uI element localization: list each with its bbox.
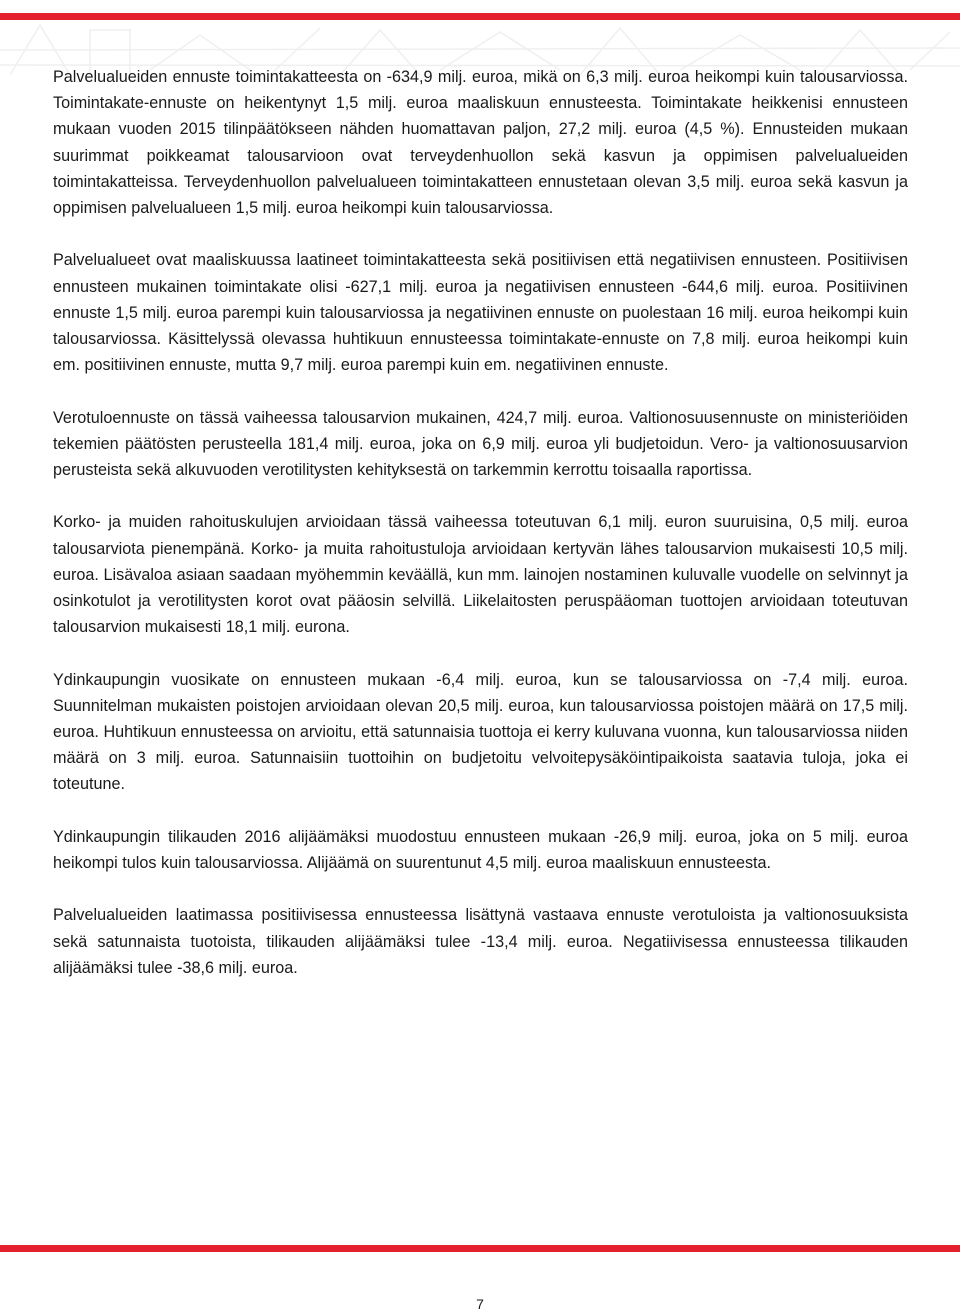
bottom-red-bar <box>0 1245 960 1252</box>
paragraph-rahoitus: Korko- ja muiden rahoituskulujen arvioidaan tässä vaiheessa toteutuvan 6,1 milj. euron suuruisina, 0,5 milj. euroa talousarviota pienempänä. Korko- ja muita rahoitustuloja arvioidaan kertyvän lähes talousarvion mukaisesti 10,5 milj. euroa. Lisävaloa asiaan saadaan myöhemmin keväällä, kun mm. lainojen nostaminen kuluvalle vuodelle on selvinnyt ja osinkotulot ja verotilitysten korot ovat pääosin selvillä. Liikelaitosten peruspääoman tuottojen arvioidaan toteutuvan talousarvion mukaisesti 18,1 milj. eurona. <box>53 513 908 637</box>
document-body <box>53 64 908 981</box>
paragraph-toimintakate: Palvelualueiden ennuste toimintakatteesta on -634,9 milj. euroa, mikä on 6,3 milj. euroa heikompi kuin talousarviossa. Toimintakate-ennuste on heikentynyt 1,5 milj. euroa maaliskuun ennusteesta. Toimintakate heikkenisi ennusteen mukaan vuoden 2015 tilinpäätökseen nähden huomattavan paljon, 27,2 milj. euroa (4,5 %). Ennusteiden mukaan suurimmat poikkeamat talousarvioon ovat terveydenhuollon sekä kasvun ja oppimisen palvelualueiden toimintakatteissa. Terveydenhuollon palvelualueen toimintakatteen ennustetaan olevan 3,5 milj. euroa sekä kasvun ja oppimisen palvelualueen 1,5 milj. euroa heikompi kuin talousarviossa. <box>53 68 908 218</box>
paragraph-vuosikate: Ydinkaupungin vuosikate on ennusteen mukaan -6,4 milj. euroa, kun se talousarviossa on -7,4 milj. euroa. Suunnitelman mukaisten poistojen arvioidaan olevan 20,5 milj. euroa, kun talousarviossa poistojen määrä on 17,5 milj. euroa. Huhtikuun ennusteessa on arvioitu, että satunnaisia tuottoja ei kerry kuluvana vuonna, kun talousarviossa niiden määrä on 3 milj. euroa. Satunnaisiin tuottoihin on budjetoitu velvoitepysäköintipaikoista saatavia tuloja, joka ei toteutune. <box>53 670 908 794</box>
page-number: 7 <box>476 1296 484 1312</box>
paragraph-alijaama: Ydinkaupungin tilikauden 2016 alijäämäksi muodostuu ennusteen mukaan -26,9 milj. euroa, joka on 5 milj. euroa heikompi tulos kuin talousarviossa. Alijäämä on suurentunut 4,5 milj. euroa maaliskuun ennusteesta. <box>53 827 908 873</box>
paragraph-verotulot: Verotuloennuste on tässä vaiheessa talousarvion mukainen, 424,7 milj. euroa. Valtionosuusennuste on ministeriöiden tekemien päätösten perusteella 181,4 milj. euroa, joka on 6,9 milj. euroa yli budjetoidun. Vero- ja valtionosuusarvion perusteista sekä alkuvuoden verotilitysten kehityksestä on tarkemmin kerrottu toisaalla raportissa. <box>53 408 908 480</box>
top-red-bar <box>0 13 960 20</box>
paragraph-positiivinen-ennuste: Palvelualueiden laatimassa positiivisessa ennusteessa lisättynä vastaava ennuste verotuloista ja valtionosuuksista sekä satunnaista tuotoista, tilikauden alijäämäksi tulee -13,4 milj. euroa. Negatiivisessa ennusteessa tilikauden alijäämäksi tulee -38,6 milj. euroa. <box>53 906 908 977</box>
paragraph-ennusteet: Palvelualueet ovat maaliskuussa laatineet toimintakatteesta sekä positiivisen että negatiivisen ennusteen. Positiivisen ennusteen mukainen toimintakate olisi -627,1 milj. euroa ja negatiivisen ennusteen -644,6 milj. euroa. Positiivinen ennuste 1,5 milj. euroa parempi kuin talousarviossa ja negatiivinen ennuste on puolestaan 16 milj. euroa heikompi kuin talousarviossa. Käsittelyssä olevassa huhtikuun ennusteessa toimintakate-ennuste on 7,8 milj. euroa heikompi kuin em. positiivinen ennuste, mutta 9,7 milj. euroa parempi kuin em. negatiivinen ennuste. <box>53 251 908 375</box>
